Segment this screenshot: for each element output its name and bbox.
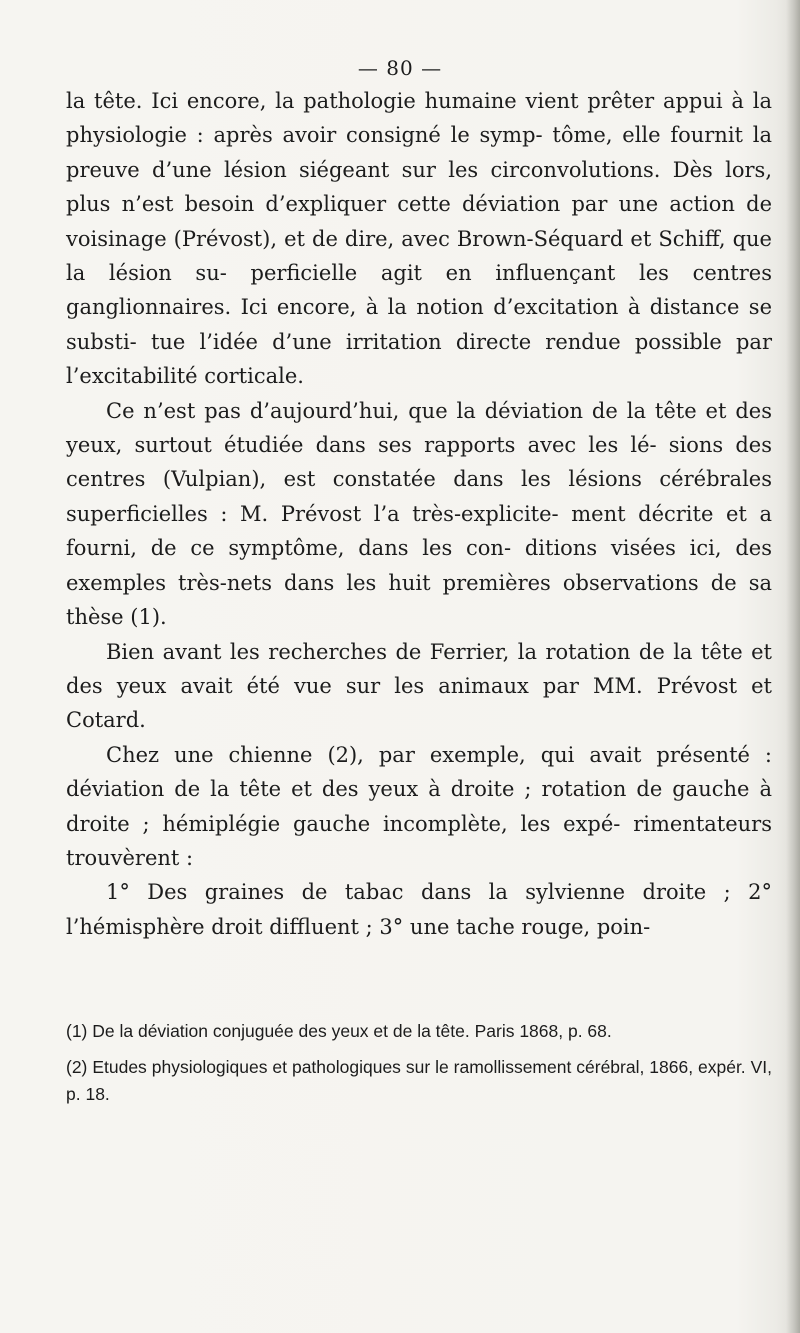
paragraph-2: Ce n’est pas d’aujourd’hui, que la déviation de la tête et des yeux, surtout étudiée dans ses rapports avec les lé- sions des centres (Vulpian), est constatée dans les lésions cérébrales superficielles : M. Prévost l’a très-explicite- ment décrite et a fourni, de ce symptôme, dans les con- ditions visées ici, des exemples très-nets dans les huit premières observations de sa thèse (1). (66, 398, 772, 630)
page-edge-shadow (786, 0, 800, 1333)
page-number: — 80 — (357, 56, 443, 80)
paragraph-4: Chez une chienne (2), par exemple, qui avait présenté : déviation de la tête et des yeux à droite ; rotation de gauche à droite ; hémiplégie gauche incomplète, les expé- rimentateurs trouvèrent : (66, 742, 772, 870)
paragraph-1: la tête. Ici encore, la pathologie humaine vient prêter appui à la physiologie : après avoir consigné le symp- tôme, elle fournit la preuve d’une lésion siégeant sur les circonvolutions. Dès lors, plus n’est besoin d’expliquer cette déviation par une action de voisinage (Prévost), et de dire, avec Brown-Séquard et Schiff, que la lésion su- perficielle agit en influençant les centres ganglionnaires. Ici encore, à la notion d’excitation à distance se substi- tue l’idée d’une irritation directe rendue possible par l’excitabilité corticale. (66, 89, 772, 389)
footnotes (66, 1018, 772, 1117)
paragraph-3: Bien avant les recherches de Ferrier, la rotation de la tête et des yeux avait été vue sur les animaux par MM. Prévost et Cotard. (66, 639, 772, 733)
main-text (66, 84, 772, 944)
footnote-1: (1) De la déviation conjuguée des yeux et de la tête. Paris 1868, p. 68. (66, 1021, 612, 1041)
footnote-2: (2) Etudes physiologiques et pathologiques sur le ramollissement cérébral, 1866, expér. VI, p. 18. (66, 1056, 772, 1104)
paragraph-5: 1° Des graines de tabac dans la sylvienne droite ; 2° l’hémisphère droit diffluent ; 3° une tache rouge, poin- (66, 880, 772, 939)
